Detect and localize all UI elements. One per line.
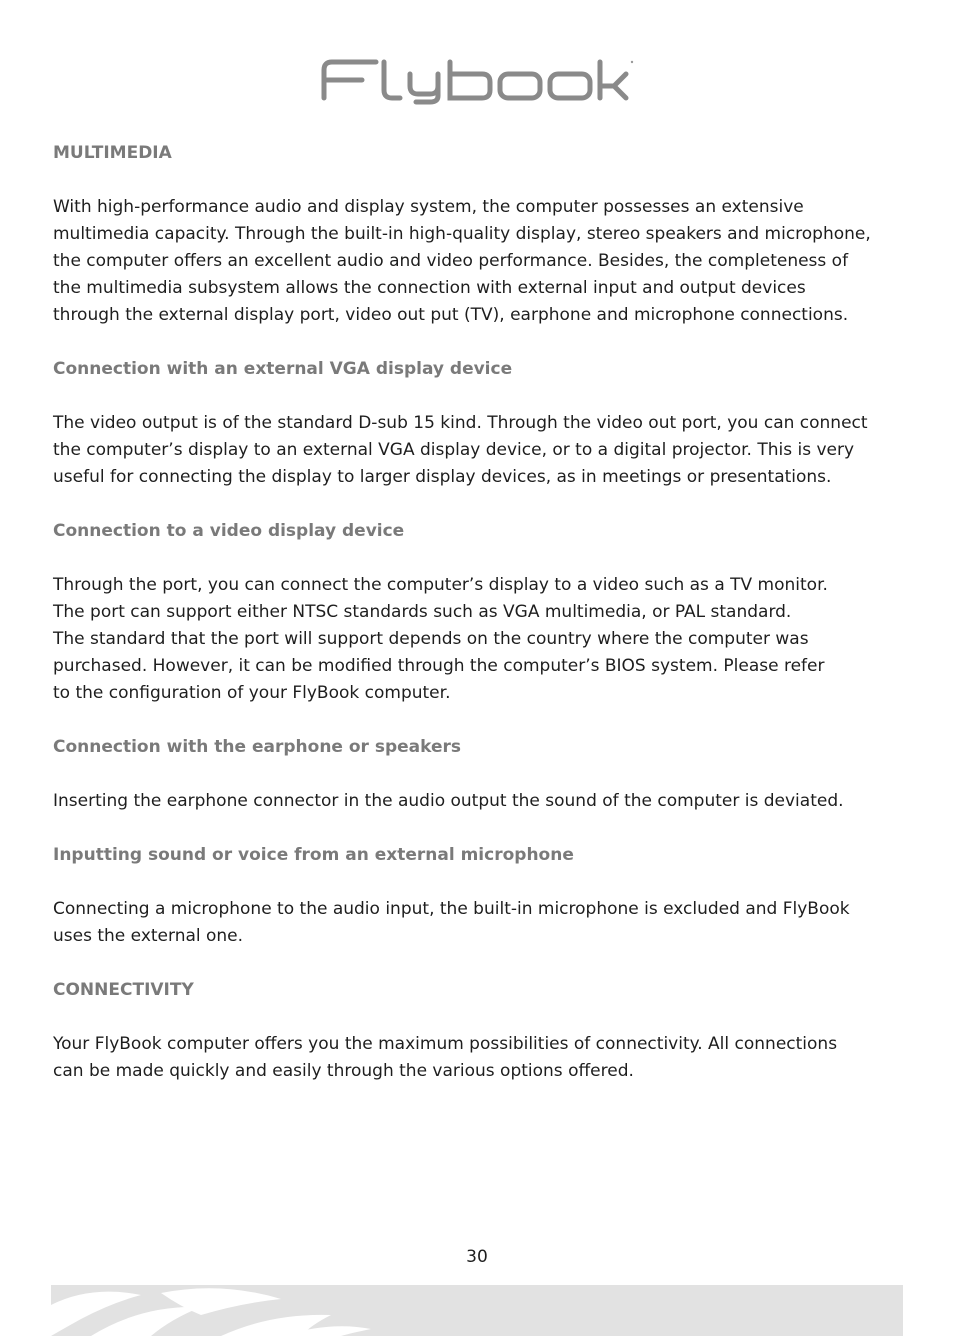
paragraph-line: to the configuration of your FlyBook computer.	[53, 683, 451, 703]
section-heading: MULTIMEDIA	[53, 143, 172, 163]
section-paragraph	[53, 410, 913, 491]
paragraph-line: uses the external one.	[53, 926, 244, 946]
paragraph-line: through the external display port, video out put (TV), earphone and microphone connections.	[53, 305, 849, 325]
section-paragraph	[53, 194, 913, 329]
section-heading: Connection with the earphone or speakers	[53, 737, 462, 757]
section-paragraph	[53, 896, 913, 950]
page-number: 30	[466, 1247, 488, 1267]
paragraph-line: useful for connecting the display to larger display devices, as in meetings or presentations.	[53, 467, 832, 487]
paragraph-line: Through the port, you can connect the computer’s display to a video such as a TV monitor.	[53, 575, 828, 595]
flybook-logo	[318, 56, 636, 106]
section-heading: CONNECTIVITY	[53, 980, 194, 1000]
paragraph-line: The standard that the port will support depends on the country where the computer was	[53, 629, 809, 649]
section-paragraph	[53, 572, 913, 707]
paragraph-line: With high-performance audio and display system, the computer possesses an extensive	[53, 197, 804, 217]
section-paragraph	[53, 788, 913, 815]
section-heading: Inputting sound or voice from an external microphone	[53, 845, 574, 865]
paragraph-line: Inserting the earphone connector in the audio output the sound of the computer is deviated.	[53, 791, 844, 811]
section-paragraph	[53, 1031, 913, 1085]
paragraph-line: The video output is of the standard D-sub 15 kind. Through the video out port, you can connect	[53, 413, 868, 433]
paragraph-line: The port can support either NTSC standards such as VGA multimedia, or PAL standard.	[53, 602, 792, 622]
paragraph-line: the multimedia subsystem allows the connection with external input and output devices	[53, 278, 806, 298]
section-heading: Connection with an external VGA display device	[53, 359, 513, 379]
swirl-icon	[51, 1285, 903, 1336]
paragraph-line: Connecting a microphone to the audio input, the built-in microphone is excluded and FlyBook	[53, 899, 850, 919]
paragraph-line: can be made quickly and easily through the various options offered.	[53, 1061, 634, 1081]
flybook-logo-icon	[318, 56, 636, 106]
paragraph-line: the computer offers an excellent audio and video performance. Besides, the completeness of	[53, 251, 849, 271]
paragraph-line: purchased. However, it can be modified through the computer’s BIOS system. Please refer	[53, 656, 825, 676]
paragraph-line: multimedia capacity. Through the built-in high-quality display, stereo speakers and microphone,	[53, 224, 871, 244]
footer-decoration	[51, 1285, 903, 1336]
section-heading: Connection to a video display device	[53, 521, 405, 541]
paragraph-line: the computer’s display to an external VGA display device, or to a digital projector. This is very	[53, 440, 855, 460]
document-body	[53, 140, 913, 1085]
paragraph-line: Your FlyBook computer offers you the maximum possibilities of connectivity. All connections	[53, 1034, 838, 1054]
